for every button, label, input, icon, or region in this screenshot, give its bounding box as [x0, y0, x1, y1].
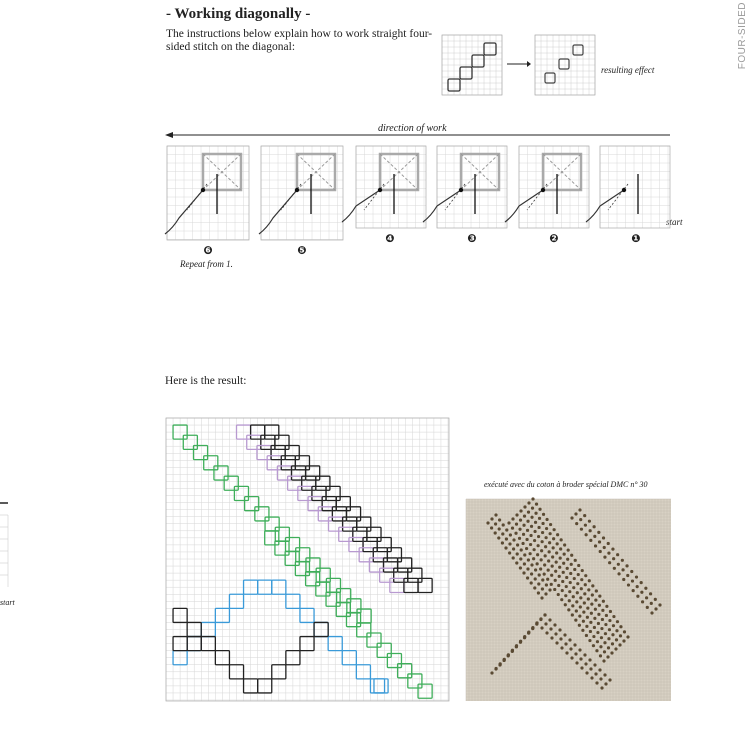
repeat-note: Repeat from 1. — [180, 259, 233, 269]
step-panel-5 — [261, 146, 343, 240]
step-number-5: ❺ — [297, 244, 307, 257]
before-grid-diagram — [442, 35, 502, 95]
chapter-side-label: FOUR-SIDED — [737, 2, 748, 70]
step-panel-2 — [519, 146, 589, 228]
direction-arrow-icon — [165, 130, 671, 140]
step-panel-1 — [600, 146, 670, 228]
step-number-1: ❶ — [631, 232, 641, 245]
start-label: start — [666, 217, 683, 227]
step-number-2: ❷ — [549, 232, 559, 245]
result-heading: Here is the result: — [165, 375, 247, 387]
intro-text: The instructions below explain how to work straight four-sided stitch on the diagonal: — [166, 28, 433, 53]
step-panel-6 — [167, 146, 249, 240]
photo-caption: exécuté avec du coton à broder spécial DMC n° 30 — [484, 480, 648, 489]
resulting-effect-label: resulting effect — [601, 65, 655, 75]
step-panel-3 — [437, 146, 507, 228]
step-panel-4 — [356, 146, 426, 228]
stitch-pattern-chart — [166, 418, 449, 701]
direction-label: direction of work — [378, 123, 447, 134]
step-number-3: ❸ — [467, 232, 477, 245]
step-number-4: ❹ — [385, 232, 395, 245]
after-grid-diagram — [535, 35, 595, 95]
fragment-start-label: start — [0, 598, 15, 607]
step-number-6: ❻ — [203, 244, 213, 257]
embroidery-photo — [466, 499, 671, 701]
section-title: - Working diagonally - — [166, 6, 311, 22]
left-page-fragment — [0, 503, 12, 588]
arrow-icon — [507, 59, 531, 69]
